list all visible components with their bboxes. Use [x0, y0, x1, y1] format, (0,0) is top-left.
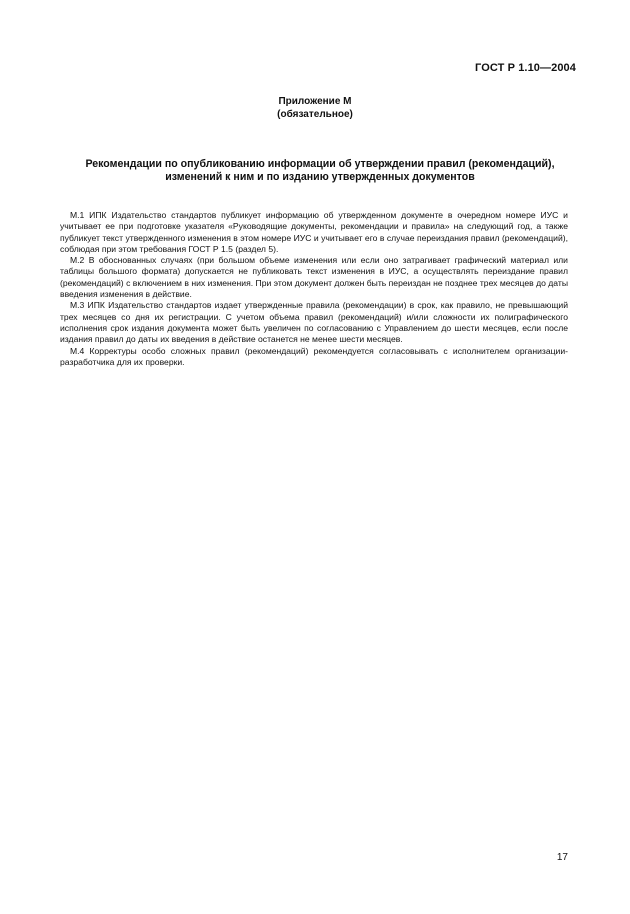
annex-status: (обязательное) [277, 109, 353, 120]
section-title [40, 158, 600, 184]
annex-heading [0, 95, 630, 121]
paragraph-m2: М.2 В обоснованных случаях (при большом объеме изменения или если оно затрагивает графический материал или таблицы большого формата) допускается не публиковать текст изменения в ИУС, а осуществлять переиздание правил (рекомендаций) с включением в них изменения. При этом документ должен быть переиздан не позднее трех месяцев до даты введения изменения в действие. [60, 255, 568, 300]
section-title-line-2: изменений к ним и по изданию утвержденных документов [165, 171, 475, 183]
page-number: 17 [556, 852, 568, 863]
document-code: ГОСТ Р 1.10—2004 [475, 62, 576, 74]
paragraph-m3: М.3 ИПК Издательство стандартов издает утвержденные правила (рекомендации) в срок, как правило, не превышающий трех месяцев со дня их регистрации. С учетом объема правил (рекомендаций) и/или сложности их полиграфического исполнения срок издания документа может быть увеличен по согласованию с Управлением до шести месяцев, если после издания правил до даты их введения в действие останется не менее шести месяцев. [60, 300, 568, 345]
section-title-line-1: Рекомендации по опубликованию информации об утверждении правил (рекомендаций), [85, 158, 555, 170]
annex-label: Приложение М [278, 96, 352, 107]
paragraph-m1: М.1 ИПК Издательство стандартов публикует информацию об утвержденном документе в очередном номере ИУС и учитывает ее при подготовке указателя «Руководящие документы, рекомендации и правила» на следующий год, а также публикует текст утвержденного изменения в этом номере ИУС и учитывает его в случае переиздания правил (рекомендаций), соблюдая при этом требования ГОСТ Р 1.5 (раздел 5). [60, 210, 568, 254]
paragraph-m4: М.4 Корректуры особо сложных правил (рекомендаций) рекомендуется согласовывать с исполнителем организации-разработчика для их проверки. [60, 345, 568, 367]
body-text [60, 210, 568, 368]
